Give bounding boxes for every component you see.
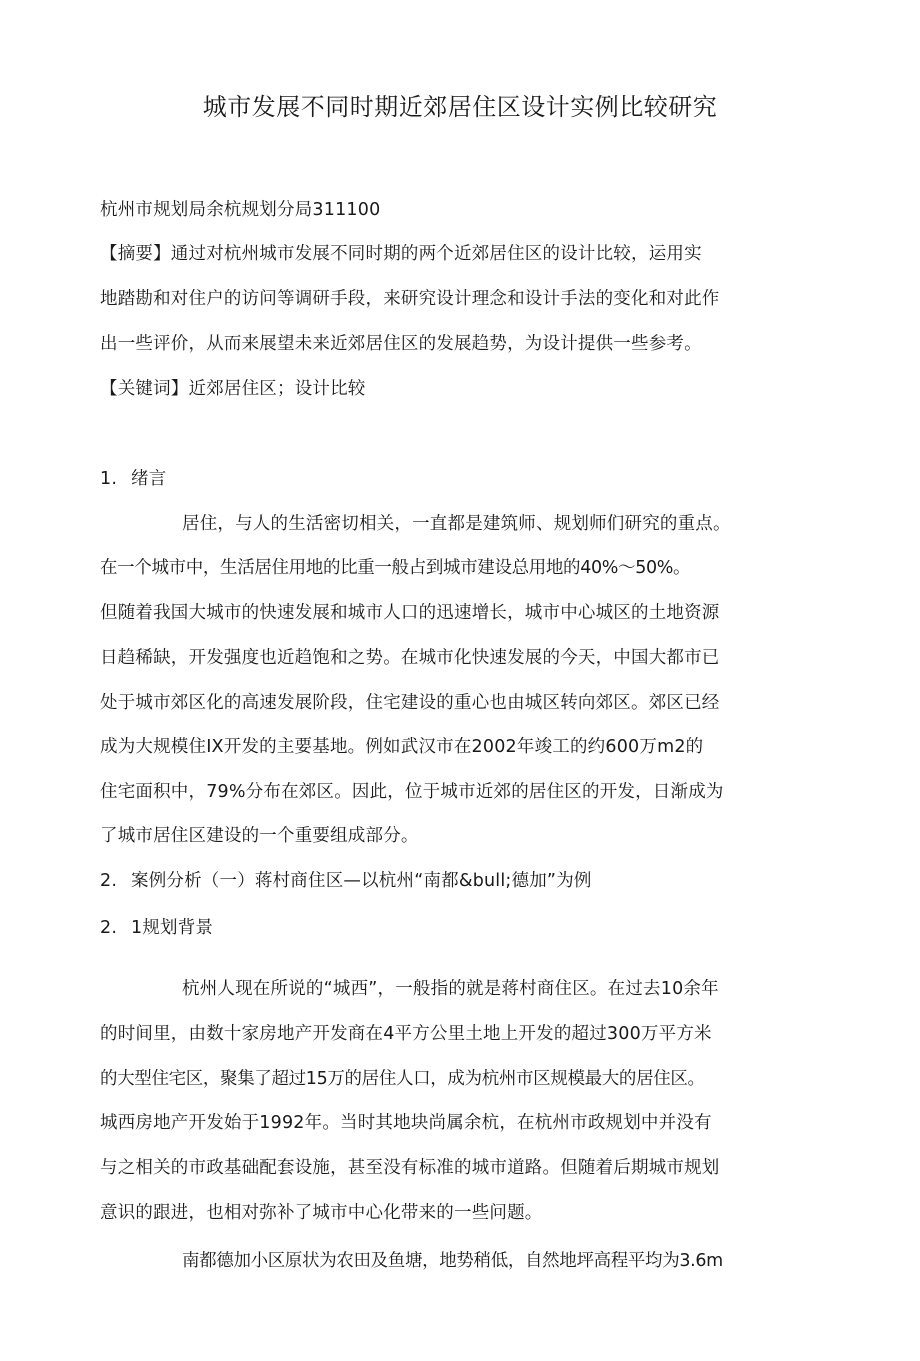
page-title: 城市发展不同时期近郊居住区设计实例比较研究 <box>202 93 718 121</box>
abstract-line: 【摘要】通过对杭州城市发展不同时期的两个近郊居住区的设计比较，运用实 <box>100 244 702 264</box>
section-heading <box>100 467 166 491</box>
section-number: 2. <box>100 918 118 938</box>
abstract-line: 出一些评价，从而来展望未来近郊居住区的发展趋势，为设计提供一些参考。 <box>100 334 702 354</box>
keywords: 【关键词】近郊居住区；设计比较 <box>100 379 366 399</box>
paragraph-line: 杭州人现在所说的“城西”，一般指的就是蒋村商住区。在过去10余年 <box>182 979 719 999</box>
paragraph-line: 与之相关的市政基础配套设施，甚至没有标准的城市道路。但随着后期城市规划 <box>100 1158 720 1178</box>
paragraph-line: 日趋稀缺，开发强度也近趋饱和之势。在城市化快速发展的今天，中国大都市已 <box>100 648 720 668</box>
paragraph-line: 的大型住宅区，聚集了超过15万的居住人口，成为杭州市区规模最大的居住区。 <box>100 1069 705 1089</box>
section-heading <box>100 869 592 893</box>
paragraph-line: 处于城市郊区化的高速发展阶段，住宅建设的重心也由城区转向郊区。郊区已经 <box>100 693 720 713</box>
section-title: 1规划背景 <box>131 918 214 938</box>
paragraph-line: 的时间里，由数十家房地产开发商在4平方公里土地上开发的超过300万平方米 <box>100 1024 712 1044</box>
author-affiliation: 杭州市规划局余杭规划分局311100 <box>100 200 381 220</box>
section-number: 1. <box>100 469 118 489</box>
section-title: 案例分析（一）蒋村商住区—以杭州“南都&bull;德加”为例 <box>131 871 592 891</box>
paragraph-line: 在一个城市中，生活居住用地的比重一般占到城市建设总用地的40%～50%。 <box>100 558 691 578</box>
section-number: 2. <box>100 871 118 891</box>
section-title: 绪言 <box>131 469 167 489</box>
paragraph-line: 了城市居住区建设的一个重要组成部分。 <box>100 826 419 846</box>
paragraph-line: 南都德加小区原状为农田及鱼塘，地势稍低，自然地坪高程平均为3.6m <box>182 1251 723 1271</box>
subsection-heading <box>100 916 213 940</box>
abstract-line: 地踏勘和对住户的访问等调研手段，来研究设计理念和设计手法的变化和对此作 <box>100 289 720 309</box>
paragraph-line: 意识的跟进，也相对弥补了城市中心化带来的一些问题。 <box>100 1203 543 1223</box>
paragraph-line: 住宅面积中，79%分布在郊区。因此，位于城市近郊的居住区的开发，日渐成为 <box>100 782 724 802</box>
paragraph-line: 成为大规模住IX开发的主要基地。例如武汉市在2002年竣工的约600万m2的 <box>100 737 704 757</box>
paragraph-line: 城西房地产开发始于1992年。当时其地块尚属余杭，在杭州市政规划中并没有 <box>100 1113 712 1133</box>
paragraph-line: 但随着我国大城市的快速发展和城市人口的迅速增长，城市中心城区的土地资源 <box>100 603 720 623</box>
paragraph-line: 居住，与人的生活密切相关，一直都是建筑师、规划师们研究的重点。 <box>182 514 731 534</box>
